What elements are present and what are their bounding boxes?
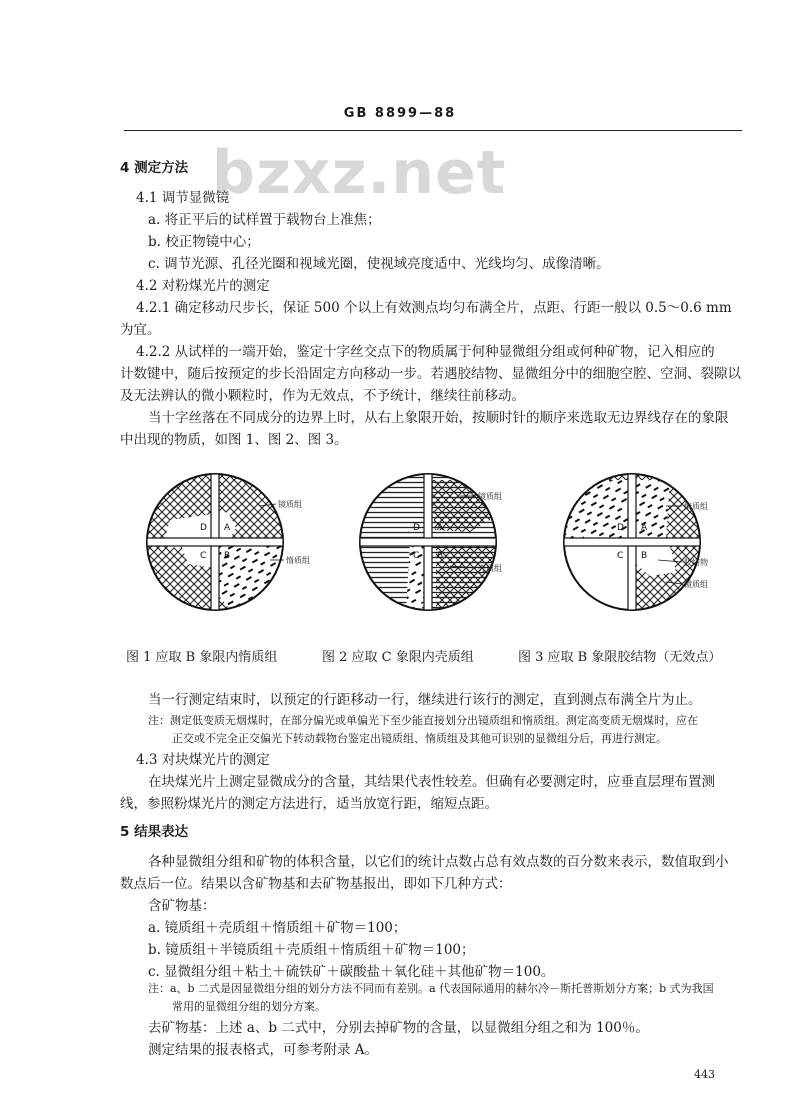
- fig2-quadrant-c: C: [413, 551, 420, 561]
- fig3-label-inertinite: 惰质组: [684, 502, 708, 511]
- fig2-quadrant-a: A: [437, 523, 444, 533]
- figures-panel: [110, 460, 750, 640]
- header-rule: [124, 130, 742, 131]
- s422-line2: 计数键中，随后按预定的步长沿固定方向移动一步。若遇胶结物、显微组分中的细胞空腔、空洞、裂隙以: [120, 366, 741, 382]
- section-5-title: 5 结果表达: [120, 824, 189, 840]
- s43-heading: 4.3 对块煤光片的测定: [136, 752, 270, 768]
- fig3-label-vitrinite: 镜质组: [684, 580, 708, 589]
- formula-b: b. 镜质组＋半镜质组＋壳质组＋惰质组＋矿物＝100；: [148, 942, 475, 958]
- row-advance-paragraph: 当一行测定结束时，以预定的行距移动一行，继续进行该行的测定，直到测点布满全片为止。: [148, 692, 702, 708]
- standard-code-header: GB 8899—88: [343, 106, 457, 121]
- fig1-label-inertinite: 惰质组: [286, 556, 310, 565]
- fig3-quadrant-d: D: [617, 523, 624, 533]
- mineral-basis-label: 含矿物基：: [148, 898, 216, 914]
- fig2-label-vitrinite: 镜质组: [478, 492, 502, 501]
- s41-item-a: a. 将正平后的试样置于载物台上准焦；: [148, 212, 381, 228]
- note1-line2: 正交或不完全正交偏光下转动载物台鉴定出镜质组、惰质组及其他可识别的显微组分后，再进行测定。: [172, 732, 667, 745]
- fig1-quadrant-b: B: [224, 551, 231, 561]
- figure-1-diagram: [140, 470, 310, 620]
- s421-line1: 4.2.1 确定移动尺步长，保证 500 个以上有效测点均匀布满全片，点距、行距一般以 0.5～0.6 mm: [136, 300, 732, 316]
- s41-item-b: b. 校正物镜中心；: [148, 234, 260, 250]
- s422-line1: 4.2.2 从试样的一端开始，鉴定十字丝交点下的物质属于何种显微组分组或何种矿物，记入相应的: [136, 344, 715, 360]
- note2-line1: 注：a、b 二式是因显微组分组的划分方法不同而有差别。a 代表国际通用的赫尔冷－斯托普斯划分方案；b 式为我国: [148, 982, 714, 995]
- s422-line3: 及无法辨认的微小颗粒时，作为无效点，不予统计，继续往前移动。: [120, 388, 525, 404]
- s41-heading: 4.1 调节显微镜: [136, 190, 230, 206]
- note1-line1: 注：测定低变质无烟煤时，在部分偏光或单偏光下至少能直接划分出镜质组和惰质组。测定高变质无烟煤时，应在: [148, 714, 698, 727]
- section-4-title: 4 测定方法: [120, 160, 189, 176]
- figure-3-diagram: [560, 470, 710, 620]
- formula-a: a. 镜质组＋壳质组＋惰质组＋矿物＝100；: [148, 920, 407, 936]
- figure-2-caption: 图 2 应取 C 象限内壳质组: [322, 650, 474, 665]
- watermark: bzxz.net: [212, 138, 507, 208]
- s42-heading: 4.2 对粉煤光片的测定: [136, 278, 270, 294]
- crosshair-rule-line2: 中出现的物质，如图 1、图 2、图 3。: [120, 432, 348, 448]
- fig3-quadrant-b: B: [641, 551, 648, 561]
- fig3-quadrant-a: A: [641, 523, 648, 533]
- s43-line2: 线，参照粉煤光片的测定方法进行，适当放宽行距，缩短点距。: [120, 796, 498, 812]
- fig3-label-cement: 胶结物: [684, 558, 708, 567]
- fig1-quadrant-d: D: [200, 523, 207, 533]
- crosshair-rule-line1: 当十字丝落在不同成分的边界上时，从右上象限开始，按顺时针的顺序来选取无边界线存在的象限: [148, 410, 729, 426]
- fig2-quadrant-d: D: [413, 523, 420, 533]
- report-format-note: 测定结果的报表格式，可参考附录 A。: [148, 1042, 379, 1058]
- fig1-quadrant-a: A: [224, 523, 231, 533]
- figure-1-caption: 图 1 应取 B 象限内惰质组: [126, 650, 278, 665]
- fig2-label-exinite: 壳质组: [478, 564, 502, 573]
- note2-line2: 常用的显微组分组的划分方案。: [172, 1000, 326, 1013]
- s5-para-line2: 数点后一位。结果以含矿物基和去矿物基报出，即如下几种方式：: [120, 876, 512, 892]
- fig2-quadrant-b: B: [437, 551, 444, 561]
- figure-3-caption: 图 3 应取 B 象限胶结物（无效点）: [518, 650, 722, 665]
- formula-c: c. 显微组分组＋粘土＋硫铁矿＋碳酸盐＋氧化硅＋其他矿物＝100。: [148, 964, 555, 980]
- s41-item-c: c. 调节光源、孔径光圈和视域光圈，使视域亮度适中、光线均匀、成像清晰。: [148, 256, 610, 272]
- demineral-basis: 去矿物基：上述 a、b 二式中，分别去掉矿物的含量，以显微组分组之和为 100％。: [148, 1020, 649, 1036]
- fig1-quadrant-c: C: [200, 551, 207, 561]
- s421-line2: 为宜。: [120, 322, 161, 338]
- fig1-label-vitrinite: 镜质组: [278, 500, 302, 509]
- s43-line1: 在块煤光片上测定显微成分的含量，其结果代表性较差。但确有必要测定时，应垂直层理布置测: [148, 774, 715, 790]
- fig3-quadrant-c: C: [617, 551, 624, 561]
- figure-2-diagram: [350, 470, 510, 620]
- s5-para-line1: 各种显微组分组和矿物的体积含量，以它们的统计点数占总有效点数的百分数来表示，数值取到小: [148, 854, 729, 870]
- page-number: 443: [694, 1068, 715, 1081]
